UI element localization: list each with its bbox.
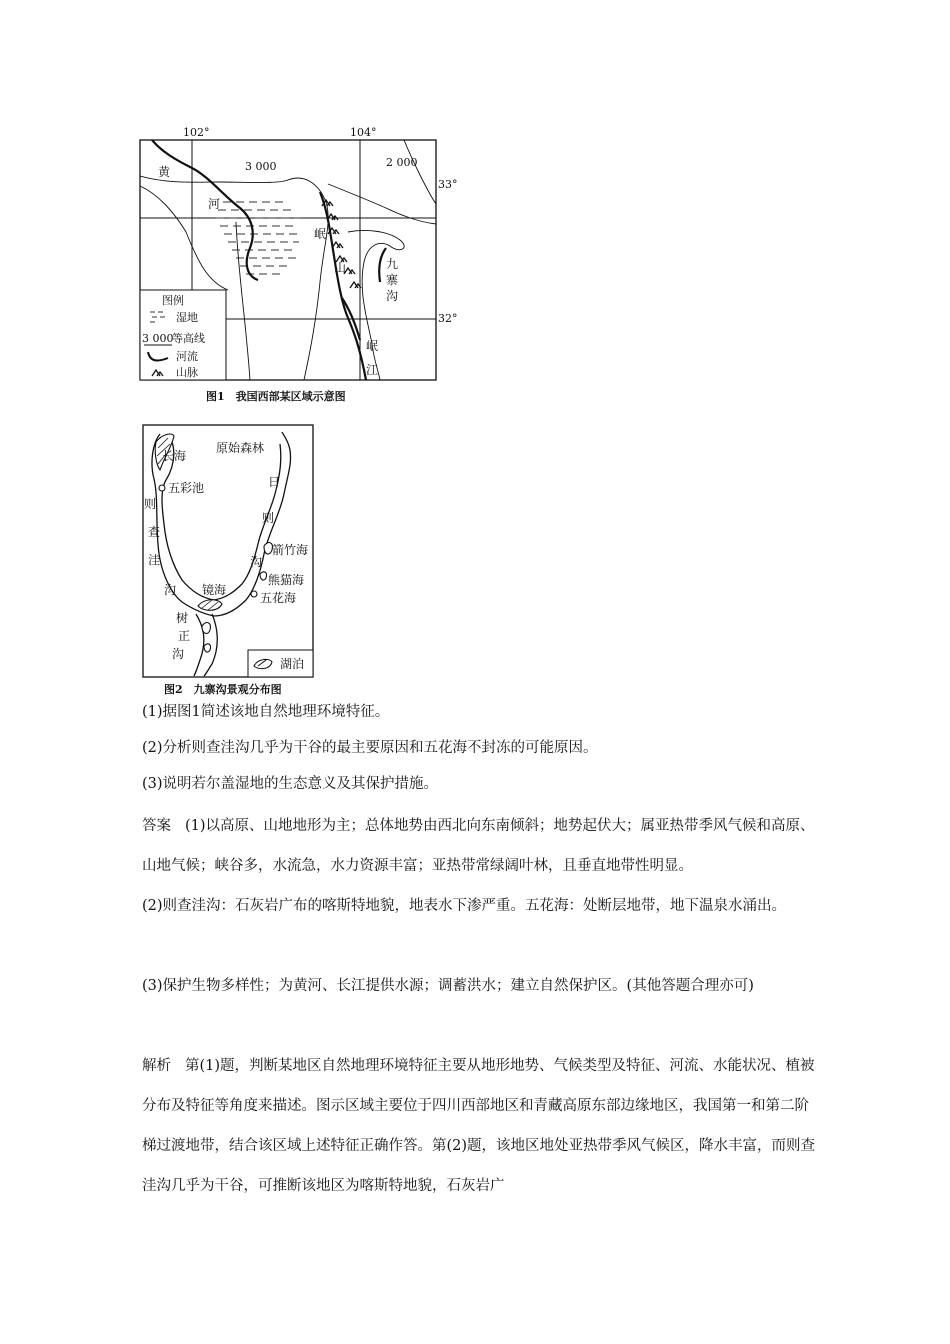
- answer-part-2: (2)则查洼沟：石灰岩广布的喀斯特地貌，地表水下渗严重。五花海：处断层地带，地下温泉水涌出。: [142, 898, 787, 914]
- answer-part-3: (3)保护生物多样性；为黄河、长江提供水源；调蓄洪水；建立自然保护区。(其他答题合理亦可): [142, 978, 754, 994]
- figure2-caption: 图2 九寨沟景观分布图: [164, 683, 282, 696]
- jiuzhaigou-river: [379, 248, 386, 282]
- question-3: (3)说明若尔盖湿地的生态意义及其保护措施。: [142, 776, 439, 792]
- analysis-label: 解析: [142, 1058, 171, 1074]
- label-he: 河: [208, 197, 221, 211]
- figure2-map: [142, 424, 314, 678]
- answer-text-1: (1)以高原、山地地形为主；总体地势由西北向东南倾斜；地势起伏大；属亚热带季风气候和高原、山地气候；峡谷多，水流急，水力资源丰富；亚热带常绿阔叶林，且垂直地带性明显。: [142, 818, 815, 874]
- label-min-jiang-1: 岷: [366, 339, 379, 353]
- wetland-area: [216, 202, 300, 274]
- figure1-caption: 图1 我国西部某区域示意图: [206, 390, 346, 403]
- analysis: [142, 1046, 822, 1206]
- legend-contour: 等高线: [172, 332, 205, 345]
- wuhua-lake: [251, 591, 257, 597]
- lat-label-33: 33°: [438, 178, 458, 191]
- wucaichi-lake: [159, 485, 165, 491]
- label-ri-1: 日: [268, 475, 281, 489]
- legend-lake: 湖泊: [280, 657, 305, 671]
- question-2: (2)分析则查洼沟几乎为干谷的最主要原因和五花海不封冻的可能原因。: [142, 740, 598, 756]
- lon-label-104: 104°: [350, 126, 377, 139]
- label-jiu: 九: [386, 257, 399, 271]
- lat-label-32: 32°: [438, 312, 458, 325]
- label-gou: 沟: [386, 289, 399, 303]
- contour-label-3000: 3 000: [245, 160, 277, 173]
- label-shu-2: 正: [178, 629, 191, 643]
- legend-mountain: 山脉: [176, 366, 198, 379]
- figure1-map: [128, 122, 468, 384]
- label-ri-2: 则: [262, 511, 275, 525]
- label-ze-2: 查: [148, 525, 161, 539]
- label-wuhua: 五花海: [260, 591, 297, 605]
- label-yuanshi: 原始森林: [216, 441, 265, 455]
- label-min-jiang-2: 江: [366, 363, 379, 377]
- label-xiongmao: 熊猫海: [268, 573, 305, 587]
- answer-label: 答案: [142, 818, 171, 834]
- lon-label-102: 102°: [183, 126, 210, 139]
- figure1-legend: [140, 290, 226, 380]
- label-huang: 黄: [158, 165, 171, 179]
- label-ze-4: 沟: [164, 583, 177, 597]
- yellow-river: [152, 140, 258, 280]
- label-jinghai: 镜海: [202, 583, 227, 597]
- label-wucaichi: 五彩池: [168, 481, 205, 495]
- label-shu-3: 沟: [172, 647, 185, 661]
- label-ze-3: 洼: [148, 553, 161, 567]
- legend-contour-value: 3 000: [142, 332, 174, 345]
- contour-label-2000: 2 000: [386, 156, 418, 169]
- label-ri-3: 沟: [250, 555, 263, 569]
- figure2-legend: [248, 650, 313, 677]
- answer-part-1: [142, 806, 822, 886]
- xiongmao-lake: [260, 572, 267, 580]
- label-changhai: 长海: [162, 449, 187, 463]
- analysis-text: 第(1)题，判断某地区自然地理环境特征主要从地形地势、气候类型及特征、河流、水能状况、植被分布及特征等角度来描述。图示区域主要位于四川西部地区和青藏高原东部边缘地区，我国第一和第二阶梯过渡地带，结合该区域上述特征正确作答。第(2)题，该地区地处亚热带季风气候区，降水丰富，而则查洼沟几乎为干谷，可推断该地区为喀斯特地貌，石灰岩广: [142, 1058, 816, 1194]
- legend-wetland: 湿地: [176, 311, 198, 324]
- label-jianzhu: 箭竹海: [272, 543, 309, 557]
- label-shu-1: 树: [176, 611, 189, 625]
- legend-title: 图例: [162, 294, 184, 307]
- label-ze-1: 则: [144, 497, 157, 511]
- label-min-shan-1: 岷: [314, 227, 327, 241]
- label-zhai: 寨: [386, 273, 399, 287]
- legend-river: 河流: [176, 350, 198, 363]
- question-1: (1)据图1简述该地自然地理环境特征。: [142, 704, 390, 720]
- label-min-shan-2: 山: [334, 261, 347, 275]
